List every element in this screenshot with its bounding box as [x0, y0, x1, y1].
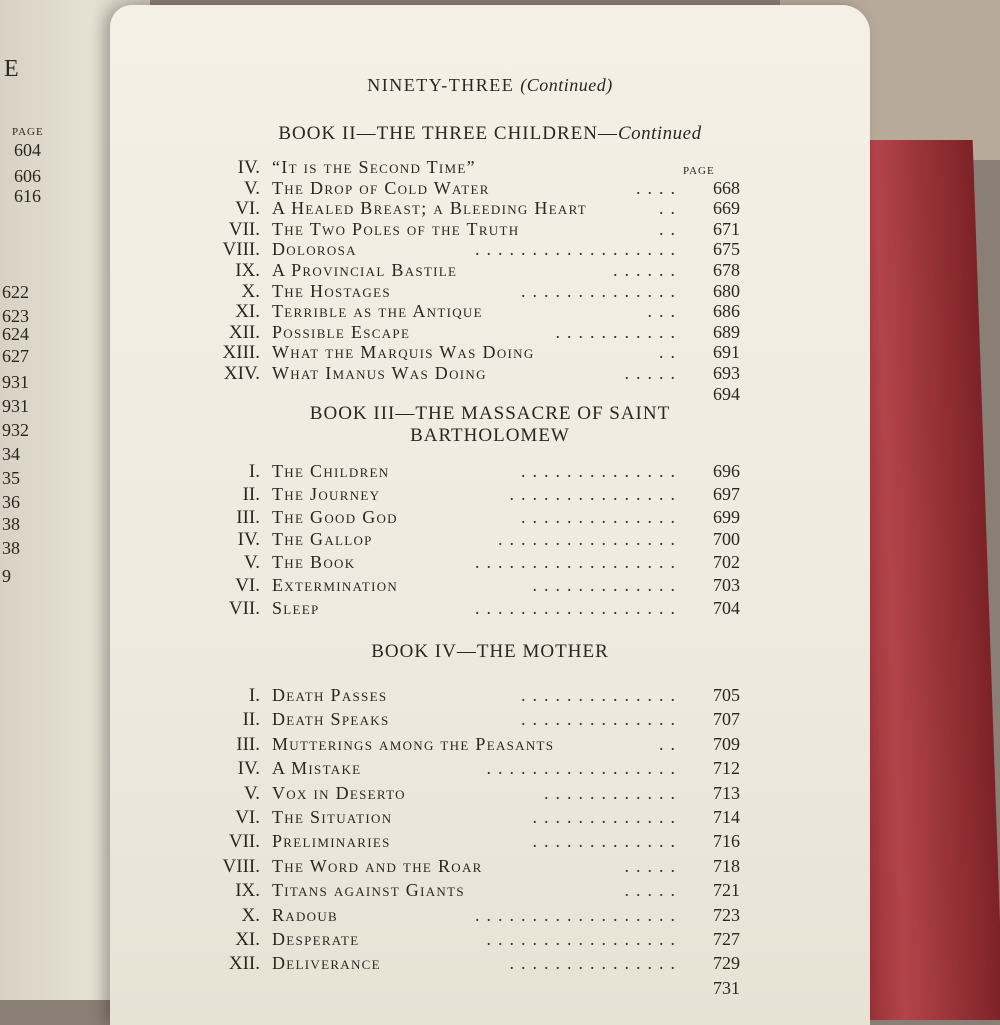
leader-dots: .. — [659, 342, 682, 363]
leader-dots: .................. — [475, 239, 682, 260]
leader-dots: ............ — [544, 782, 682, 803]
chapter-page-number: 704 — [713, 597, 740, 618]
chapter-title: A Provincial Bastile — [272, 260, 458, 280]
toc-entry — [180, 880, 740, 902]
chapter-page-number: 718 — [713, 855, 740, 876]
toc-entry — [180, 978, 740, 1000]
toc-entry — [180, 363, 740, 385]
contents-page — [110, 5, 870, 1025]
chapter-number: XIV. — [223, 363, 260, 384]
leader-dots: .............. — [521, 709, 682, 730]
chapter-number: III. — [236, 506, 260, 528]
chapter-number: VI. — [235, 198, 260, 220]
chapter-title: Death Passes — [272, 685, 388, 705]
chapter-page-number: 709 — [713, 733, 740, 754]
toc-entry — [180, 157, 740, 179]
toc-entry — [180, 529, 740, 551]
chapter-title: “It is the Second Time” — [272, 157, 476, 177]
chapter-title: Dolorosa — [272, 239, 357, 260]
chapter-title: The Book — [272, 552, 356, 573]
toc-entry — [180, 239, 740, 261]
leader-dots: .............. — [521, 461, 682, 481]
chapter-number: X. — [241, 280, 260, 302]
running-head — [110, 75, 870, 96]
chapter-page-number: 699 — [713, 506, 740, 527]
chapter-number: XII. — [228, 321, 260, 343]
toc-entry — [180, 507, 740, 529]
toc-entry — [180, 552, 740, 574]
leader-dots: ..... — [624, 855, 682, 876]
chapter-number: I. — [248, 685, 260, 706]
toc-entry — [180, 831, 740, 853]
chapter-number: IV. — [237, 758, 260, 780]
chapter-number: VII. — [228, 218, 260, 240]
chapter-title: The Children — [272, 461, 390, 481]
chapter-title: What the Marquis Was Doing — [272, 342, 535, 363]
chapter-number: XI. — [235, 301, 260, 323]
chapter-page-number: 693 — [713, 363, 740, 383]
left-page-number: 931 — [2, 396, 29, 416]
toc-entry — [180, 260, 740, 282]
chapter-title: Deliverance — [272, 953, 381, 974]
chapter-page-number: 707 — [713, 709, 740, 730]
leader-dots: .............. — [521, 280, 682, 301]
left-page-letter: E — [4, 56, 20, 82]
left-page-number: 931 — [2, 372, 29, 392]
chapter-title: Death Speaks — [272, 709, 390, 730]
leader-dots: ............. — [532, 575, 682, 595]
toc-entry — [180, 461, 740, 483]
chapter-number: II. — [242, 709, 260, 731]
chapter-page-number: 680 — [713, 280, 740, 301]
running-head-continued: (Continued) — [520, 75, 613, 95]
book-heading — [110, 641, 870, 663]
chapter-page-number: 731 — [713, 977, 740, 998]
leader-dots: .................. — [475, 904, 682, 925]
chapter-page-number: 697 — [713, 483, 740, 504]
toc-entry — [180, 219, 740, 241]
chapter-number: VI. — [235, 807, 260, 828]
chapter-number: V. — [243, 177, 260, 199]
chapter-number: XII. — [228, 953, 260, 975]
toc-entry — [180, 905, 740, 927]
leader-dots: ................ — [498, 529, 682, 550]
chapter-title: Extermination — [272, 575, 399, 595]
leader-dots: .... — [636, 177, 682, 198]
leader-dots: ........... — [555, 321, 682, 342]
chapter-number: XIII. — [222, 342, 260, 364]
page-column-label: PAGE — [683, 165, 715, 177]
chapter-page-number: 721 — [713, 880, 740, 901]
chapter-number: IV. — [237, 157, 260, 178]
chapter-page-number: 723 — [713, 904, 740, 925]
left-page-number: 616 — [14, 186, 41, 206]
chapter-number: V. — [243, 552, 260, 574]
toc-entry — [180, 598, 740, 620]
chapter-page-number: 669 — [713, 198, 740, 219]
chapter-page-number: 727 — [713, 929, 740, 949]
chapter-number: V. — [243, 782, 260, 804]
left-page-number: 36 — [2, 492, 20, 512]
leader-dots: .................. — [475, 597, 682, 618]
toc-entry — [180, 484, 740, 506]
book-heading — [110, 123, 870, 145]
chapter-page-number: 702 — [713, 552, 740, 573]
chapter-title: Terrible as the Antique — [272, 301, 483, 322]
chapter-page-number: 686 — [713, 301, 740, 322]
chapter-page-number: 668 — [713, 177, 740, 198]
left-page-number: 623 — [2, 306, 29, 326]
toc-entry — [180, 709, 740, 731]
chapter-number: VIII. — [222, 855, 260, 877]
toc-entry — [180, 953, 740, 975]
chapter-page-number: 689 — [713, 321, 740, 342]
leader-dots: ................. — [486, 758, 682, 779]
chapter-page-number: 671 — [713, 218, 740, 239]
chapter-number: X. — [241, 904, 260, 926]
toc-entry — [180, 783, 740, 805]
leader-dots: ... — [647, 301, 682, 322]
leader-dots: ..... — [624, 880, 682, 901]
chapter-title: The Two Poles of the Truth — [272, 218, 520, 239]
chapter-title: What Imanus Was Doing — [272, 363, 487, 383]
book-heading-text: BOOK III—THE MASSACRE OF SAINT — [309, 403, 671, 424]
chapter-title: Possible Escape — [272, 321, 411, 342]
chapter-number: IX. — [235, 260, 260, 281]
chapter-title: Sleep — [272, 597, 320, 618]
left-page-number: 38 — [2, 538, 20, 558]
leader-dots: .................. — [475, 552, 682, 573]
left-page-number: 34 — [2, 444, 20, 464]
chapter-title: Preliminaries — [272, 831, 391, 852]
leader-dots: ............... — [509, 953, 682, 974]
chapter-page-number: 678 — [713, 260, 740, 280]
leader-dots: .............. — [521, 685, 682, 705]
chapter-number: VII. — [228, 597, 260, 619]
leader-dots: ............. — [532, 831, 682, 852]
chapter-title: The Journey — [272, 483, 381, 504]
toc-entry — [180, 281, 740, 303]
chapter-title: A Mistake — [272, 758, 362, 779]
chapter-title: The Gallop — [272, 529, 373, 550]
chapter-title: The Word and the Roar — [272, 855, 483, 876]
leader-dots: ...... — [613, 260, 682, 280]
chapter-page-number: 694 — [713, 383, 740, 404]
left-page-number: 35 — [2, 468, 20, 488]
chapter-number: I. — [248, 461, 260, 482]
chapter-page-number: 705 — [713, 685, 740, 705]
leader-dots: .............. — [521, 506, 682, 527]
leader-dots: .. — [659, 218, 682, 239]
book-heading — [110, 403, 870, 425]
toc-entry — [180, 929, 740, 951]
book-heading-continued: Continued — [617, 123, 702, 144]
toc-entry — [180, 685, 740, 707]
toc-entry — [180, 198, 740, 220]
chapter-page-number: 716 — [713, 831, 740, 852]
left-page-number: 606 — [14, 166, 41, 186]
left-page-number: 604 — [14, 140, 41, 160]
toc-entry — [180, 758, 740, 780]
toc-entry — [180, 575, 740, 597]
chapter-number: III. — [236, 733, 260, 755]
left-page-number: 932 — [2, 420, 29, 440]
chapter-title: Desperate — [272, 929, 360, 949]
chapter-number: XI. — [235, 929, 260, 950]
chapter-page-number: 714 — [713, 807, 740, 827]
chapter-title: Mutterings among the Peasants — [272, 733, 555, 754]
chapter-page-number: 691 — [713, 342, 740, 363]
chapter-page-number: 675 — [713, 239, 740, 260]
chapter-title: A Healed Breast; a Bleeding Heart — [272, 198, 588, 219]
left-page-number: 627 — [2, 346, 29, 366]
toc-entry — [180, 322, 740, 344]
chapter-page-number: 729 — [713, 953, 740, 974]
running-head-title: NINETY-THREE — [367, 75, 515, 95]
chapter-number: IV. — [237, 529, 260, 551]
chapter-title: The Good God — [272, 506, 398, 527]
toc-entry — [180, 342, 740, 364]
leader-dots: ............... — [509, 483, 682, 504]
chapter-page-number: 696 — [713, 461, 740, 481]
chapter-number: VII. — [228, 831, 260, 853]
chapter-title: The Drop of Cold Water — [272, 177, 490, 198]
chapter-number: VI. — [235, 575, 260, 596]
chapter-title: The Hostages — [272, 280, 391, 301]
book-heading-text: BOOK IV—THE MOTHER — [371, 641, 609, 662]
toc-entry — [180, 178, 740, 200]
toc-entry — [180, 807, 740, 829]
left-page-label: PAGE — [12, 126, 44, 138]
toc-entry — [180, 856, 740, 878]
chapter-page-number: 700 — [713, 529, 740, 550]
toc-entry — [180, 734, 740, 756]
chapter-page-number: 712 — [713, 758, 740, 779]
chapter-page-number: 703 — [713, 575, 740, 595]
leader-dots: .. — [659, 733, 682, 754]
book-heading-text: BOOK II—THE THREE CHILDREN— — [278, 123, 618, 144]
chapter-title: The Situation — [272, 807, 393, 827]
chapter-title: Vox in Deserto — [272, 782, 406, 803]
chapter-page-number: 713 — [713, 782, 740, 803]
left-page-number: 38 — [2, 514, 20, 534]
left-page-number: 622 — [2, 282, 29, 302]
book-heading-line2: BARTHOLOMEW — [410, 425, 570, 446]
left-page-number: 9 — [2, 566, 11, 586]
leader-dots: ................. — [486, 929, 682, 949]
chapter-number: VIII. — [222, 239, 260, 261]
chapter-number: II. — [242, 483, 260, 505]
leader-dots: ..... — [624, 363, 682, 383]
chapter-number: IX. — [235, 880, 260, 902]
toc-entry — [180, 301, 740, 323]
leader-dots: ............. — [532, 807, 682, 827]
chapter-title: Radoub — [272, 904, 339, 925]
left-page-number: 624 — [2, 324, 29, 344]
chapter-title: Titans against Giants — [272, 880, 465, 901]
leader-dots: .. — [659, 198, 682, 219]
